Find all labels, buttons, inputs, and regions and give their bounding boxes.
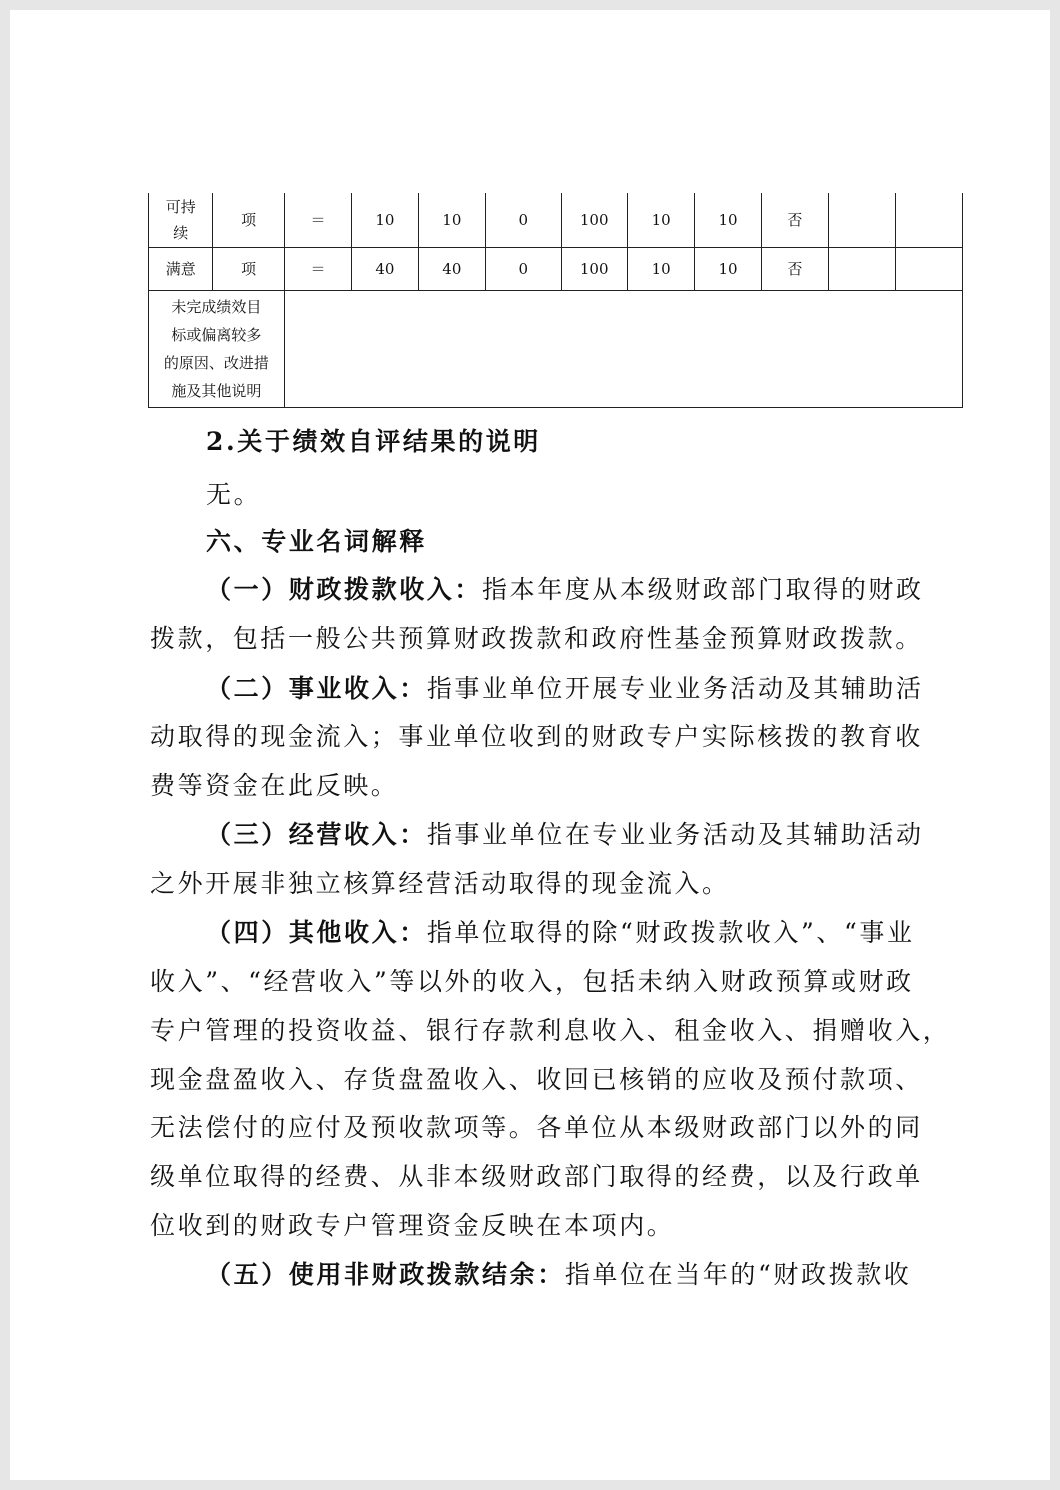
value-cell: 40 [352, 248, 418, 291]
empty-cell [895, 248, 962, 291]
value-cell: 40 [418, 248, 485, 291]
empty-cell [829, 248, 895, 291]
paragraph-line: 拨款，包括一般公共预算财政拨款和政府性基金预算财政拨款。 [150, 624, 923, 653]
paragraph-line: 动取得的现金流入；事业单位收到的财政专户实际核拨的教育收 [150, 722, 923, 751]
operator-cell: ＝ [284, 248, 351, 291]
section-body: 无。 [206, 480, 262, 509]
unit-cell: 项 [213, 193, 284, 248]
term-title: （二）事业收入： [206, 674, 427, 703]
table-row [149, 193, 963, 248]
term-title: （五）使用非财政拨款结余： [206, 1260, 565, 1289]
value-cell: 100 [561, 248, 627, 291]
empty-cell [829, 193, 895, 248]
paragraph-line: 专户管理的投资收益、银行存款利息收入、租金收入、捐赠收入， [150, 1016, 951, 1045]
paragraph-line: 级单位取得的经费、从非本级财政部门取得的经费，以及行政单 [150, 1162, 923, 1191]
value-cell: 10 [695, 193, 761, 248]
paragraph-line: （五）使用非财政拨款结余：指单位在当年的“财政拨款收 [206, 1260, 912, 1289]
paragraph-line: （三）经营收入：指事业单位在专业业务活动及其辅助活动 [206, 820, 924, 849]
value-cell: 0 [486, 193, 561, 248]
paragraph-line: （四）其他收入：指单位取得的除“财政拨款收入”、“事业 [206, 918, 915, 947]
paragraph-line: 位收到的财政专户管理资金反映在本项内。 [150, 1211, 675, 1240]
value-cell: 10 [352, 193, 418, 248]
paragraph-line: 无法偿付的应付及预收款项等。各单位从本级财政部门以外的同 [150, 1113, 923, 1142]
document-page [10, 10, 1050, 1480]
table-row [149, 291, 963, 408]
note-content [284, 291, 962, 408]
value-cell: 10 [695, 248, 761, 291]
section-heading-6: 六、专业名词解释 [206, 527, 427, 556]
paragraph-line: （一）财政拨款收入：指本年度从本级财政部门取得的财政 [206, 575, 924, 604]
unit-cell: 项 [213, 248, 284, 291]
operator-cell: ＝ [284, 193, 351, 248]
row-label: 可持 续 [149, 193, 213, 248]
section-heading-2: 2.关于绩效自评结果的说明 [206, 427, 541, 456]
value-cell: 100 [561, 193, 627, 248]
term-title: （四）其他收入： [206, 918, 427, 947]
term-title: （一）财政拨款收入： [206, 575, 483, 604]
value-cell: 否 [761, 193, 828, 248]
paragraph-line: （二）事业收入：指事业单位开展专业业务活动及其辅助活 [206, 674, 924, 703]
paragraph-line: 之外开展非独立核算经营活动取得的现金流入。 [150, 869, 730, 898]
value-cell: 10 [627, 193, 694, 248]
value-cell: 10 [418, 193, 485, 248]
paragraph-line: 现金盘盈收入、存货盘盈收入、收回已核销的应收及预付款项、 [150, 1065, 923, 1094]
empty-cell [895, 193, 962, 248]
paragraph-line: 费等资金在此反映。 [150, 771, 399, 800]
note-label: 未完成绩效目 标或偏离较多 的原因、改进措 施及其他说明 [149, 291, 285, 408]
term-title: （三）经营收入： [206, 820, 427, 849]
row-label: 满意 [149, 248, 213, 291]
table-row [149, 248, 963, 291]
value-cell: 10 [627, 248, 694, 291]
value-cell: 0 [486, 248, 561, 291]
paragraph-line: 收入”、“经营收入”等以外的收入，包括未纳入财政预算或财政 [150, 967, 914, 996]
value-cell: 否 [761, 248, 828, 291]
performance-table [148, 193, 963, 408]
